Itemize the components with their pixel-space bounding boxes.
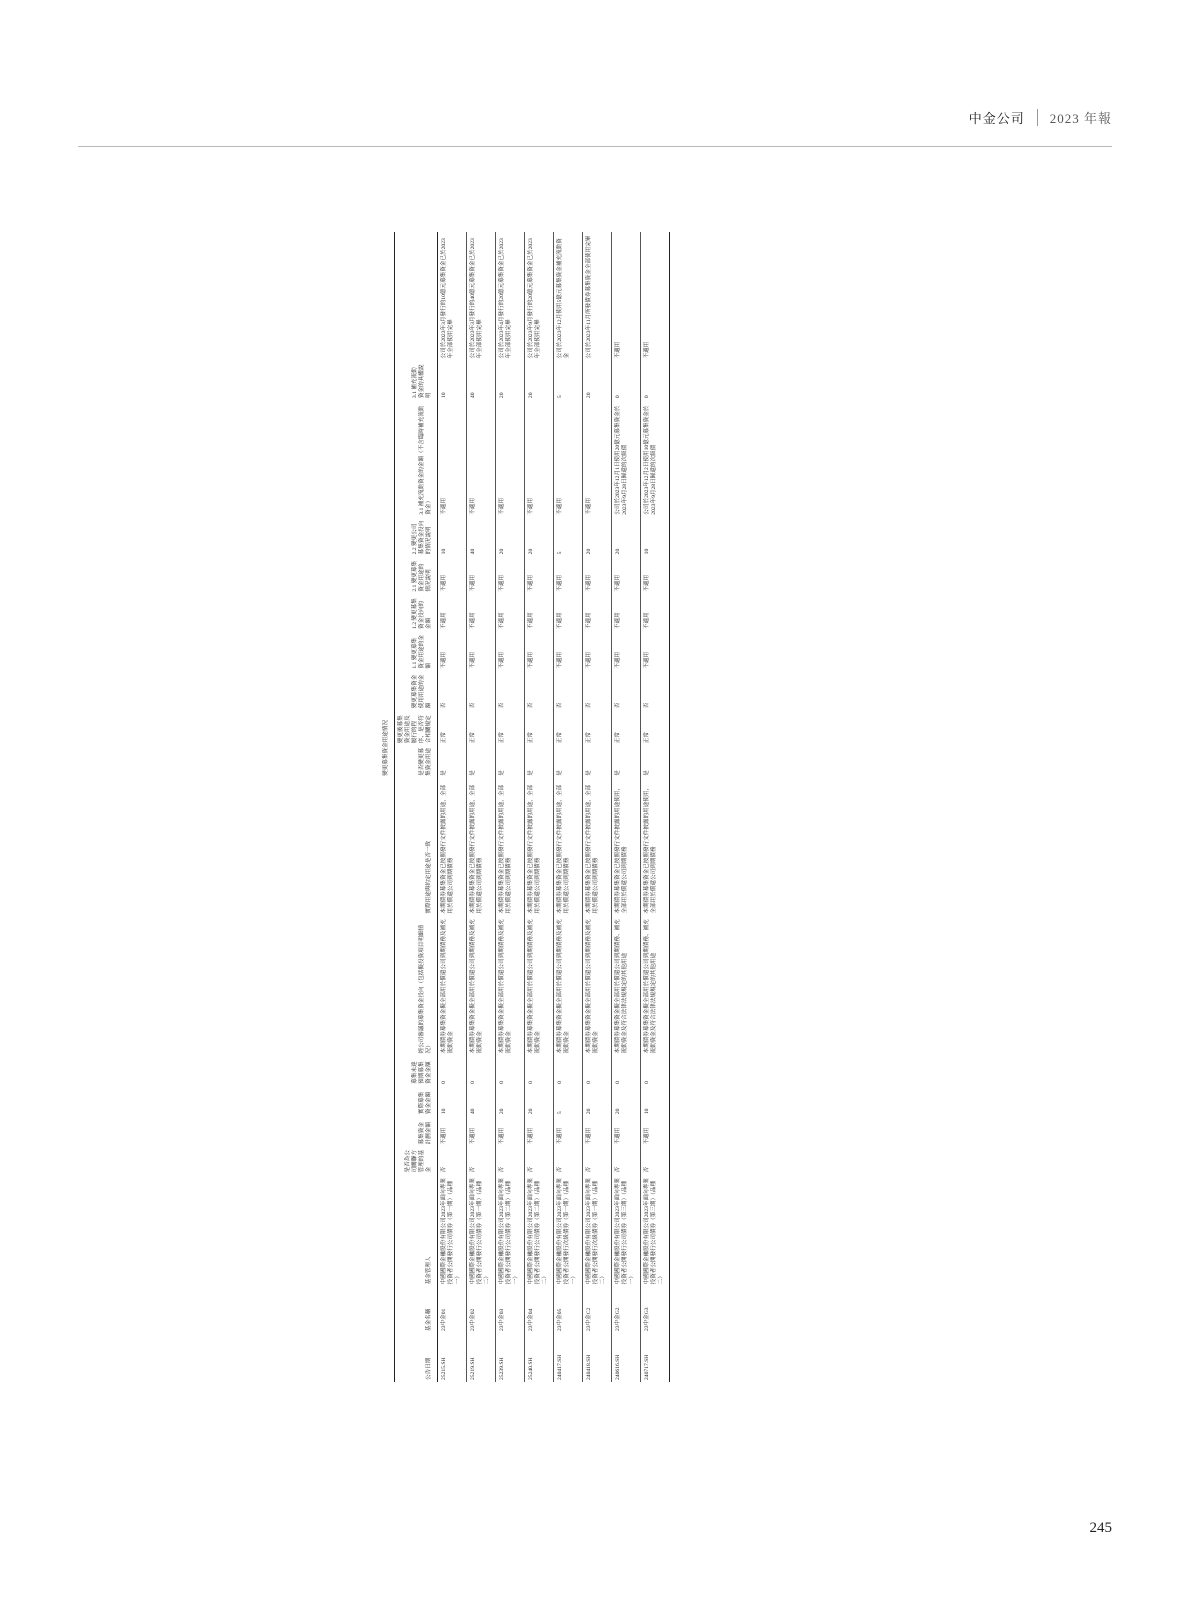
cell-planned-amount: 不適用 [498,1127,505,1145]
cell-final-amount: 5 [556,395,563,399]
cell-fund-name: 23中金02 [469,1308,476,1332]
cell-fund-name: 23中金C2 [585,1307,592,1332]
col-unused-balance: 變更募集資金使用用途的金額 [411,674,432,709]
col-balance-note: 3.1 補充流動資金的具體說明 [411,364,432,399]
cell-changed-detail: 正常 [614,732,621,744]
cell-actual-usage-match: 本期債券募集資金已按照發行文件披露的用途，全部用於償還公司到期債務 [498,784,512,914]
cell-unused-note4: 40 [469,548,476,555]
cell-raised-fail-amount: 0 [527,1081,534,1084]
col-usage-desc: 經公司審議的募集資金投向（包括擬投資項目明細情況） [418,924,432,1054]
cell-final-note: 公司於2023年12月使用5億元募集資金補充流動資金 [556,238,570,359]
cell-unused-note4: 20 [527,548,534,555]
cell-unused-note3: 不適用 [469,574,476,592]
col-unused-note1: 1.1 變更募集資金用途的金額 [411,635,432,669]
cell-manager: 中國國際金融股份有限公司2023年面向專業投資者公開發行公司債券（第三期）（品種二） [643,1178,664,1285]
cell-planned-amount: 不適用 [643,1127,650,1145]
cell-is-related: 否 [469,1166,476,1173]
cell-changed-detail: 正常 [440,732,447,744]
cell-final-amount: 10 [440,392,447,399]
cell-unused-note2: 不適用 [556,612,563,629]
cell-unused-note1: 不適用 [440,651,447,669]
col-final-note [394,232,437,360]
cell-final-note: 公司於2023年3月發行的40億元募集資金已於2023年全部使用完畢 [469,238,483,359]
cell-changed-usage: 是 [614,770,621,776]
cell-final-amount: 20 [527,392,534,399]
cell-fund-name: 23中金04 [527,1308,534,1332]
col-actual-amount: 實際募集資金金額 [418,1091,432,1115]
cell-announce-date: 240616.SH [614,1354,621,1380]
cell-unused-note4: 5 [556,551,563,555]
cell-changed-detail: 正常 [585,732,592,744]
cell-manager: 中國國際金融股份有限公司2023年面向專業投資者公開發行次級債券（第一期）（品種二） [585,1178,606,1285]
cell-unused-note4: 20 [614,548,621,555]
cell-final-amount: 0 [643,395,650,399]
cell-is-related: 否 [527,1166,534,1173]
cell-changed-usage: 是 [643,770,650,776]
col-manager: 基金管理人 [425,1256,432,1285]
cell-final-note: 公司於2023年11月所發債券募集資金全部使用完畢 [585,235,592,359]
cell-unused-balance: 否 [614,702,621,709]
cell-actual-amount: 10 [643,1108,650,1115]
cell-unused-balance: 否 [643,702,650,709]
cell-is-related: 否 [643,1166,650,1173]
cell-unused-note1: 不適用 [585,651,592,669]
cell-changed-usage: 是 [498,770,505,776]
cell-final-note: 公司於2023年3月發行的10億元募集資金已於2023年全部使用完畢 [440,238,454,359]
cell-manager: 中國國際金融股份有限公司2023年面向專業投資者公開發行公司債券（第一期）（品種二） [469,1178,490,1285]
cell-balance-note: 不適用 [498,497,505,515]
cell-changed-usage: 是 [527,770,534,776]
cell-raised-fail-amount: 0 [643,1081,650,1084]
cell-planned-amount: 不適用 [440,1127,447,1145]
table-row [466,232,495,1382]
table-row [553,232,582,1382]
cell-raised-fail-amount: 0 [440,1081,447,1084]
cell-unused-note2: 不適用 [585,612,592,629]
cell-unused-note2: 不適用 [614,612,621,629]
cell-unused-note1: 不適用 [556,651,563,669]
cell-unused-balance: 否 [440,702,447,709]
cell-raised-fail-amount: 0 [556,1081,563,1084]
cell-unused-note3: 不適用 [614,574,621,592]
cell-final-amount: 20 [498,392,505,399]
cell-raised-fail-amount: 0 [469,1081,476,1084]
table-row [640,232,669,1382]
cell-changed-detail: 正常 [556,732,563,744]
cell-manager: 中國國際金融股份有限公司2023年面向專業投資者公開發行次級債券（第一期）（品種一） [556,1178,577,1285]
col-changed-usage: 是否變更募集資金用途 [418,747,432,776]
cell-unused-note4: 10 [643,548,650,555]
table-row [495,232,524,1382]
header-year-label: 2023 年報 [1049,111,1112,126]
cell-unused-note1: 不適用 [614,651,621,669]
cell-is-related: 否 [556,1166,563,1173]
table-row [437,232,466,1382]
col-unused-note2: 1.2 變更募集資金投向的金額 [411,598,432,629]
cell-is-related: 否 [614,1166,621,1173]
col-unused-note3: 2.1 變更募集資金用途的情況說明 [411,560,432,592]
cell-usage-desc: 本期債券募集資金擬全部用於償還公司到期債務及補充流動資金 [440,919,454,1054]
cell-actual-amount: 40 [469,1108,476,1115]
cell-actual-usage-match: 本期債券募集資金已按照發行文件披露的用途使用，全部用於償還公司到期債務 [614,784,628,914]
col-balance-amount: 3.1 補充流動資金的金額（不含臨時補充流動資金） [418,405,432,515]
cell-unused-note3: 不適用 [585,574,592,592]
cell-unused-note2: 不適用 [469,612,476,629]
cell-unused-note2: 不適用 [527,612,534,629]
col-planned-amount: 募集資金計劃金額 [418,1122,432,1145]
table-row [582,232,611,1382]
col-changed-detail: 變更後募集資金用途及履行的程序、是否符合相關規定 [397,715,432,744]
header-company-name: 中金公司 [968,111,1025,126]
cell-fund-name: 23中金01 [440,1308,447,1332]
cell-final-note: 公司於2023年9月發行的20億元募集資金已於2023年全部使用完畢 [527,238,541,359]
cell-unused-note3: 不適用 [440,574,447,592]
cell-final-note: 公司於2023年4月發行的20億元募集資金已於2023年全部使用完畢 [498,238,512,359]
group-title-raised-funds-usage: 變更募集資金用途情況 [383,719,389,776]
cell-changed-detail: 正常 [527,732,534,744]
cell-changed-detail: 正常 [469,732,476,744]
cell-unused-balance: 否 [469,702,476,709]
cell-manager: 中國國際金融股份有限公司2023年面向專業投資者公開發行公司債券（第一期）（品種一） [440,1178,461,1285]
cell-balance-note: 不適用 [440,497,447,515]
cell-fund-name: 23中金03 [498,1308,505,1332]
cell-unused-note2: 不適用 [498,612,505,629]
cell-actual-usage-match: 本期債券募集資金已按照發行文件披露的用途，全部用於償還公司到期債務 [556,784,570,914]
cell-actual-amount: 20 [527,1108,534,1115]
cell-unused-note1: 不適用 [498,651,505,669]
cell-usage-desc: 本期債券募集資金擬全部用於償還公司到期債務、補充流動資金及符合法律法規規定的其他用途 [643,919,657,1054]
cell-unused-note3: 不適用 [527,574,534,592]
cell-actual-amount: 5 [556,1111,563,1115]
cell-is-related: 否 [498,1166,505,1173]
table-header-row [394,232,437,1382]
cell-unused-note4: 10 [440,548,447,555]
cell-unused-note1: 不適用 [643,651,650,669]
raised-funds-table [380,232,670,1382]
cell-balance-note: 不適用 [469,497,476,515]
col-actual-usage-match: 實際用途與約定用途是否一致 [425,840,432,914]
cell-actual-usage-match: 本期債券募集資金已按照發行文件披露的用途，全部用於償還公司到期債務 [440,784,454,914]
cell-actual-usage-match: 本期債券募集資金已按照發行文件披露的用途，全部用於償還公司到期債務 [585,784,599,914]
cell-planned-amount: 不適用 [585,1127,592,1145]
cell-balance-note: 公司於2023年12月1日使用20億元募集資金於2023年9月28日歸還的次級債 [614,405,628,515]
cell-changed-usage: 是 [469,770,476,776]
cell-changed-usage: 是 [585,770,592,776]
table-group-header-row [380,232,394,1382]
rotated-table-inner [380,212,810,1402]
cell-unused-note2: 不適用 [440,612,447,629]
cell-unused-note4: 20 [585,548,592,555]
cell-unused-note3: 不適用 [556,574,563,592]
cell-unused-note2: 不適用 [643,612,650,629]
cell-fund-name: 23中金G3 [643,1307,650,1332]
cell-announce-date: 25219.SH [469,1357,476,1380]
cell-unused-balance: 否 [527,702,534,709]
cell-usage-desc: 本期債券募集資金擬全部用於償還公司到期債務、補充流動資金及符合法律法規規定的其他用途 [614,919,628,1054]
cell-balance-note: 不適用 [527,497,534,515]
cell-actual-usage-match: 本期債券募集資金已按照發行文件披露的用途，全部用於償還公司到期債務 [469,784,483,914]
cell-raised-fail-amount: 0 [498,1081,505,1084]
cell-raised-fail-amount: 0 [585,1081,592,1084]
cell-announce-date: 240418.SH [585,1354,592,1380]
col-is-related: 是否為公司關聯方管理的基金 [404,1150,432,1173]
cell-actual-amount: 20 [498,1108,505,1115]
cell-final-note: 不適用 [614,341,621,359]
cell-changed-usage: 是 [440,770,447,776]
page-number: 245 [1089,1520,1112,1536]
cell-usage-desc: 本期債券募集資金擬全部用於償還公司到期債務及補充流動資金 [585,919,599,1054]
cell-usage-desc: 本期債券募集資金擬全部用於償還公司到期債務及補充流動資金 [556,919,570,1054]
cell-usage-desc: 本期債券募集資金擬全部用於償還公司到期債務及補充流動資金 [469,919,483,1054]
col-announce-date: 公告日期 [425,1357,432,1380]
cell-planned-amount: 不適用 [469,1127,476,1145]
cell-actual-usage-match: 本期債券募集資金已按照發行文件披露的用途，全部用於償還公司到期債務 [527,784,541,914]
cell-unused-note1: 不適用 [469,651,476,669]
cell-changed-usage: 是 [556,770,563,776]
cell-unused-note3: 不適用 [643,574,650,592]
cell-final-amount: 20 [585,392,592,399]
cell-actual-amount: 10 [440,1108,447,1115]
cell-raised-fail-amount: 0 [614,1081,621,1084]
cell-balance-note: 不適用 [585,497,592,515]
cell-final-amount: 0 [614,395,621,399]
cell-usage-desc: 本期債券募集資金擬全部用於償還公司到期債務及補充流動資金 [498,919,512,1054]
cell-usage-desc: 本期債券募集資金擬全部用於償還公司到期債務及補充流動資金 [527,919,541,1054]
cell-unused-balance: 否 [498,702,505,709]
cell-unused-balance: 否 [585,702,592,709]
cell-is-related: 否 [440,1166,447,1173]
table-body [437,232,669,1382]
cell-actual-amount: 20 [585,1108,592,1115]
col-unused-note4: 2.2 變更公司募集資金投向的情況說明 [411,520,432,555]
cell-changed-detail: 正常 [643,732,650,744]
cell-planned-amount: 不適用 [556,1127,563,1145]
cell-announce-date: 25240.SH [527,1357,534,1380]
cell-balance-note: 不適用 [556,497,563,515]
cell-announce-date: 25215.SH [440,1357,447,1380]
cell-actual-amount: 20 [614,1108,621,1115]
cell-announce-date: 240417.SH [556,1354,563,1380]
col-raised-fail-amount: 募集未達預期募集資金金額 [411,1061,432,1084]
table-row [524,232,553,1382]
cell-manager: 中國國際金融股份有限公司2023年面向專業投資者公開發行公司債券（第二期）（品種一） [498,1178,519,1285]
cell-planned-amount: 不適用 [614,1127,621,1145]
cell-unused-balance: 否 [556,702,563,709]
cell-manager: 中國國際金融股份有限公司2023年面向專業投資者公開發行公司債券（第三期）（品種一） [614,1178,635,1285]
cell-unused-note4: 20 [498,548,505,555]
cell-announce-date: 240717.SH [643,1354,650,1380]
cell-fund-name: 23中金G2 [614,1307,621,1332]
cell-balance-note: 公司於2023年12月2日使用10億元募集資金於2023年9月28日歸還的次級債 [643,405,657,515]
col-fund-name: 基金名稱 [425,1308,432,1332]
cell-announce-date: 25239.SH [498,1357,505,1380]
cell-final-note: 不適用 [643,341,650,359]
cell-manager: 中國國際金融股份有限公司2023年面向專業投資者公開發行公司債券（第二期）（品種二） [527,1178,548,1285]
cell-planned-amount: 不適用 [527,1127,534,1145]
cell-unused-note1: 不適用 [527,651,534,669]
cell-fund-name: 23中金05 [556,1308,563,1332]
cell-unused-note3: 不適用 [498,574,505,592]
cell-final-amount: 40 [469,392,476,399]
cell-actual-usage-match: 本期債券募集資金已按照發行文件披露的用途使用，全部用於償還公司到期債務 [643,784,657,914]
table-row [611,232,640,1382]
cell-changed-detail: 正常 [498,732,505,744]
cell-is-related: 否 [585,1166,592,1173]
